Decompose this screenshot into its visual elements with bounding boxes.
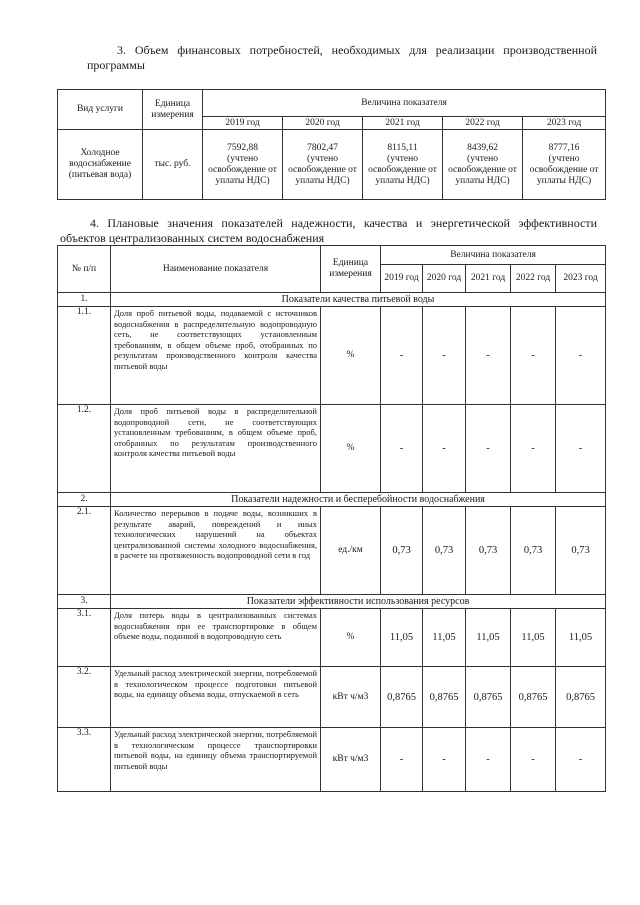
- row-value: 0,73: [423, 507, 466, 595]
- value-amount: 7592,88: [227, 142, 258, 153]
- row-value: 0,8765: [466, 667, 511, 728]
- row-value: 11,05: [423, 609, 466, 667]
- section3-heading: [87, 43, 597, 73]
- col-header-num: № п/п: [58, 246, 111, 293]
- row-value: 11,05: [381, 609, 423, 667]
- row-name: Удельный расход электрической энергии, потребляемой в технологическом процессе транспортировки питьевой воды, на единицу объема транспортируемой питьевой воды: [111, 728, 321, 792]
- row-value: 0,8765: [381, 667, 423, 728]
- service-name: Холодное водоснабжение (питьевая вода): [58, 130, 143, 200]
- row-unit: %: [321, 307, 381, 405]
- row-value: -: [511, 405, 556, 493]
- row-value: 0,8765: [556, 667, 606, 728]
- row-num: 3.3.: [58, 728, 111, 792]
- row-value: -: [381, 405, 423, 493]
- row-value: 11,05: [511, 609, 556, 667]
- row-value: -: [511, 728, 556, 792]
- year-header: 2020 год: [423, 265, 466, 293]
- group-num: 3.: [58, 595, 111, 609]
- row-value: -: [423, 405, 466, 493]
- section3-heading-line1: 3. Объем финансовых потребностей, необходимых для реализации производственной: [117, 43, 597, 57]
- financial-needs-table: [57, 89, 606, 200]
- row-num: 1.2.: [58, 405, 111, 493]
- service-unit: тыс. руб.: [143, 130, 203, 200]
- row-num: 3.1.: [58, 609, 111, 667]
- row-value: -: [556, 307, 606, 405]
- group-num: 2.: [58, 493, 111, 507]
- section4-heading-line1: 4. Плановые значения показателей надежности, качества и энергетической эффективности: [90, 216, 597, 230]
- row-unit: %: [321, 609, 381, 667]
- col-header-service: Вид услуги: [58, 90, 143, 130]
- value-note: (учтено освобождение от уплаты НДС): [529, 153, 599, 186]
- year-header: 2021 год: [466, 265, 511, 293]
- row-value: -: [511, 307, 556, 405]
- group-title: Показатели качества питьевой воды: [111, 293, 606, 307]
- row-value: 0,8765: [511, 667, 556, 728]
- row-value: -: [423, 307, 466, 405]
- row-name: Доля проб питьевой воды в распределительной водопроводной сети, не соответствующих установленным требованиям, в общем объеме проб, отобранных по результатам производственного контроля качества питьевой воды: [111, 405, 321, 493]
- col-header-name: Наименование показателя: [111, 246, 321, 293]
- value-amount: 8777,16: [548, 142, 580, 153]
- row-value: 0,73: [466, 507, 511, 595]
- row-unit: кВт ч/м3: [321, 728, 381, 792]
- value-cell: [443, 130, 523, 200]
- value-note: (учтено освобождение от уплаты НДС): [208, 153, 277, 186]
- row-value: 0,8765: [423, 667, 466, 728]
- row-value: -: [381, 307, 423, 405]
- col-header-value: Величина показателя: [203, 90, 606, 117]
- value-note: (учтено освобождение от уплаты НДС): [448, 153, 517, 186]
- group-title: Показатели надежности и бесперебойности водоснабжения: [111, 493, 606, 507]
- col-header-value: Величина показателя: [381, 246, 606, 265]
- row-unit: %: [321, 405, 381, 493]
- year-header: 2023 год: [523, 117, 606, 130]
- row-unit: кВт ч/м3: [321, 667, 381, 728]
- section3-heading-line2: программы: [87, 58, 145, 72]
- value-note: (учтено освобождение от уплаты НДС): [368, 153, 437, 186]
- row-value: -: [381, 728, 423, 792]
- col-header-unit: Единица измерения: [143, 90, 203, 130]
- year-header: 2019 год: [381, 265, 423, 293]
- row-value: 0,73: [556, 507, 606, 595]
- row-name: Доля потерь воды в централизованных системах водоснабжения при ее транспортировке в общем объеме воды, поданной в водопроводную сеть: [111, 609, 321, 667]
- section4-heading-line2: объектов централизованных систем водоснабжения: [60, 231, 325, 245]
- row-num: 3.2.: [58, 667, 111, 728]
- group-num: 1.: [58, 293, 111, 307]
- row-num: 1.1.: [58, 307, 111, 405]
- value-cell: [523, 130, 606, 200]
- value-amount: 8115,11: [387, 142, 418, 153]
- row-value: -: [466, 405, 511, 493]
- group-title: Показатели эффективности использования ресурсов: [111, 595, 606, 609]
- value-amount: 7802,47: [307, 142, 338, 153]
- row-name: Доля проб питьевой воды, подаваемой с источников водоснабжения в распределительную водопроводную сеть, не соответствующих установленным требованиям, в общем объеме проб, отобранных по результатам производственного контроля качества питьевой воды: [111, 307, 321, 405]
- col-header-unit: Единица измерения: [321, 246, 381, 293]
- year-header: 2022 год: [511, 265, 556, 293]
- row-value: 0,73: [381, 507, 423, 595]
- value-cell: [363, 130, 443, 200]
- row-value: 11,05: [466, 609, 511, 667]
- row-num: 2.1.: [58, 507, 111, 595]
- row-name: Количество перерывов в подаче воды, возникших в результате аварий, повреждений и иных технологических нарушений на объектах централизованной системы холодного водоснабжения, в расчете на протяженность водопроводной сети в год: [111, 507, 321, 595]
- year-header: 2023 год: [556, 265, 606, 293]
- value-cell: [203, 130, 283, 200]
- value-note: (учтено освобождение от уплаты НДС): [288, 153, 357, 186]
- row-value: -: [556, 405, 606, 493]
- year-header: 2022 год: [443, 117, 523, 130]
- row-value: -: [423, 728, 466, 792]
- row-unit: ед./км: [321, 507, 381, 595]
- year-header: 2021 год: [363, 117, 443, 130]
- year-header: 2019 год: [203, 117, 283, 130]
- row-value: -: [466, 307, 511, 405]
- row-value: 11,05: [556, 609, 606, 667]
- year-header: 2020 год: [283, 117, 363, 130]
- row-value: 0,73: [511, 507, 556, 595]
- value-cell: [283, 130, 363, 200]
- row-name: Удельный расход электрической энергии, потребляемой в технологическом процессе подготовки питьевой воды, на единицу объема воды, отпускаемой в сеть: [111, 667, 321, 728]
- section4-heading: [60, 216, 597, 246]
- indicators-table: [57, 245, 606, 792]
- row-value: -: [556, 728, 606, 792]
- value-amount: 8439,62: [467, 142, 498, 153]
- row-value: -: [466, 728, 511, 792]
